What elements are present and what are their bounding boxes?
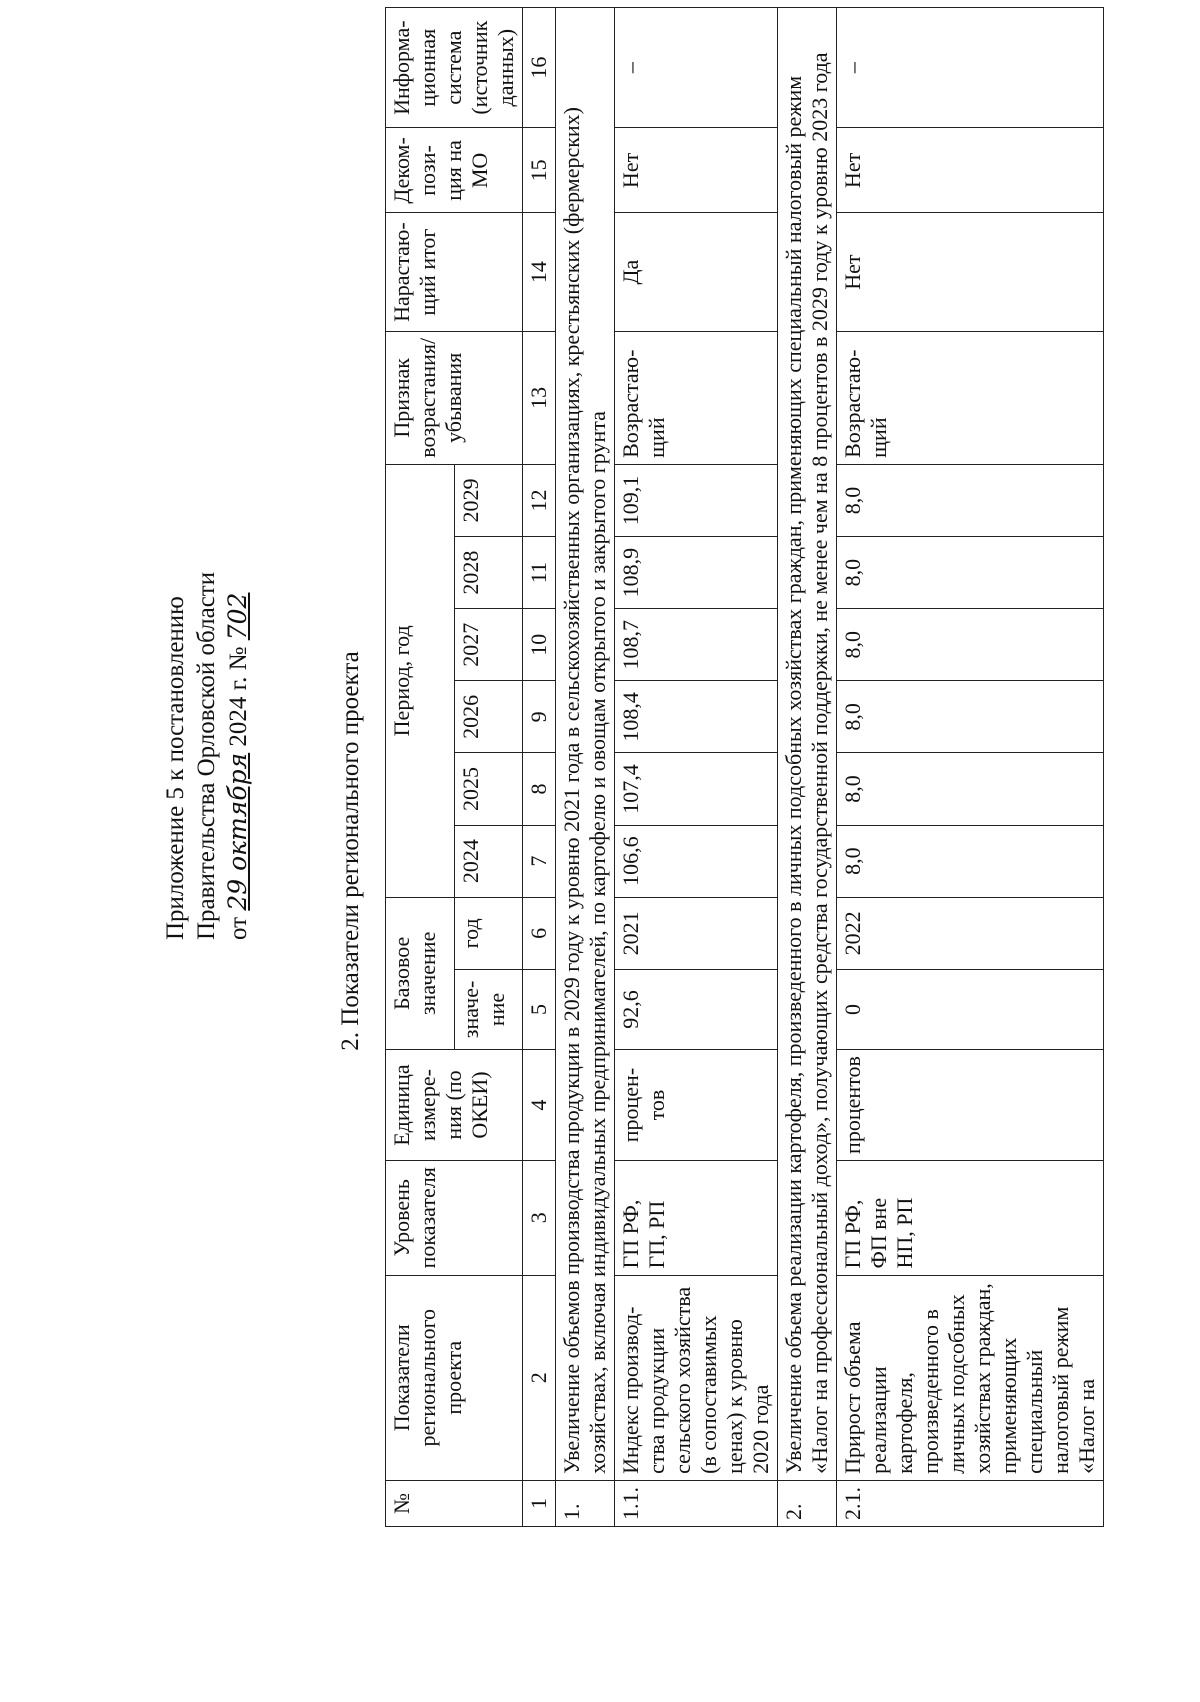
appendix-header <box>160 460 254 940</box>
column-number: 3 <box>523 1161 556 1275</box>
decomposition-flag: Нет <box>837 128 1104 213</box>
column-number-row <box>523 8 556 1527</box>
handwritten-date: 29 октября <box>223 752 252 911</box>
header-unit: Единица измере-ния (по ОКЕИ) <box>386 1050 523 1161</box>
column-number: 1 <box>523 1480 556 1526</box>
appendix-line-2: Правительства Орловской области <box>193 571 220 940</box>
table-row <box>837 8 1104 1527</box>
header-level: Уровень показателя <box>386 1161 523 1275</box>
indicator-level: ГП РФ, ГП, РП <box>615 1161 778 1275</box>
header-row-1 <box>386 8 455 1527</box>
header-sign: Признак возрастания/ убывания <box>386 331 523 464</box>
column-number: 7 <box>523 825 556 897</box>
column-number: 10 <box>523 609 556 681</box>
header-year: 2025 <box>454 753 523 825</box>
column-number: 14 <box>523 213 556 331</box>
column-number: 12 <box>523 464 556 536</box>
base-value: 92,6 <box>615 969 778 1049</box>
base-year: 2021 <box>615 897 778 969</box>
header-no: № <box>386 1480 523 1526</box>
column-number: 11 <box>523 537 556 609</box>
header-base-year: год <box>454 897 523 969</box>
header-decomposition: Деком-пози-ция на МО <box>386 128 523 213</box>
section-row-2 <box>778 8 837 1527</box>
appendix-date-line <box>222 460 254 940</box>
row-number: 1.1. <box>615 1480 778 1526</box>
row-number: 2.1. <box>837 1480 1104 1526</box>
year-value: 8,0 <box>837 681 1104 753</box>
indicator-name: Прирост объема реализации картофеля, произведенного в личных подсобных хозяйствах граждан, применяющих специальный налоговый режим «Налог на <box>837 1275 1104 1480</box>
column-number: 5 <box>523 969 556 1049</box>
header-year: 2026 <box>454 681 523 753</box>
header-year: 2024 <box>454 825 523 897</box>
year-value: 108,4 <box>615 681 778 753</box>
column-number: 9 <box>523 681 556 753</box>
base-year: 2022 <box>837 897 1104 969</box>
year-value: 108,9 <box>615 537 778 609</box>
header-info-system: Информа-ционная система (источник данных) <box>386 8 523 128</box>
indicators-table <box>385 7 1104 1527</box>
section-goal-text: Увеличение объемов производства продукции в 2029 году к уровню 2021 года в сельскохозяйственных организациях, крестьянских (фермерских) хозяйствах, включая индивидуальных предпринимателей, по картофелю и овощам открытого и закрытого грунта <box>556 8 615 1481</box>
year-value: 109,1 <box>615 464 778 536</box>
info-system: – <box>837 8 1104 128</box>
header-base-value: значе-ние <box>454 969 523 1049</box>
column-number: 6 <box>523 897 556 969</box>
year-value: 8,0 <box>837 609 1104 681</box>
year-value: 107,4 <box>615 753 778 825</box>
indicator-unit: процен-тов <box>615 1050 778 1161</box>
header-indicators: Показатели регионального проекта <box>386 1275 523 1480</box>
decomposition-flag: Нет <box>615 128 778 213</box>
indicator-unit: процентов <box>837 1050 1104 1161</box>
base-value: 0 <box>837 969 1104 1049</box>
date-prefix: от <box>225 916 252 940</box>
section-number: 1. <box>556 1480 615 1526</box>
growth-sign: Возрастаю-щий <box>615 331 778 464</box>
indicator-name: Индекс производ-ства продукции сельского хозяйства (в сопоставимых ценах) к уровню 2020 года <box>615 1275 778 1480</box>
year-value: 8,0 <box>837 825 1104 897</box>
cumulative-flag: Да <box>615 213 778 331</box>
section-goal-text: Увеличение объема реализации картофеля, произведенного в личных подсобных хозяйствах граждан, применяющих специальный налоговый режим «Налог на профессиональный доход», получающих средства государственной поддержки, не менее чем на 8 процентов в 2029 году к уровню 2023 года <box>778 8 837 1481</box>
column-number: 15 <box>523 128 556 213</box>
section-title: 2. Показатели регионального проекта <box>337 651 364 1051</box>
info-system: – <box>615 8 778 128</box>
indicator-level: ГП РФ, ФП вне НП, РП <box>837 1161 1104 1275</box>
table-row <box>615 8 778 1527</box>
cumulative-flag: Нет <box>837 213 1104 331</box>
year-value: 106,6 <box>615 825 778 897</box>
column-number: 16 <box>523 8 556 128</box>
header-year: 2029 <box>454 464 523 536</box>
header-cumulative: Нарастаю-щий итог <box>386 213 523 331</box>
column-number: 13 <box>523 331 556 464</box>
header-base: Базовое значение <box>386 897 455 1049</box>
column-number: 8 <box>523 753 556 825</box>
section-row-1 <box>556 8 615 1527</box>
year-value: 8,0 <box>837 753 1104 825</box>
header-year: 2028 <box>454 537 523 609</box>
growth-sign: Возрастаю-щий <box>837 331 1104 464</box>
appendix-line-1: Приложение 5 к постановлению <box>162 596 189 940</box>
year-value: 8,0 <box>837 464 1104 536</box>
year-value: 108,7 <box>615 609 778 681</box>
year-value: 8,0 <box>837 537 1104 609</box>
header-year: 2027 <box>454 609 523 681</box>
date-suffix: 2024 г. № <box>225 646 252 747</box>
column-number: 2 <box>523 1275 556 1480</box>
handwritten-number: 702 <box>223 592 252 641</box>
section-number: 2. <box>778 1480 837 1526</box>
column-number: 4 <box>523 1050 556 1161</box>
header-period: Период, год <box>386 464 455 897</box>
